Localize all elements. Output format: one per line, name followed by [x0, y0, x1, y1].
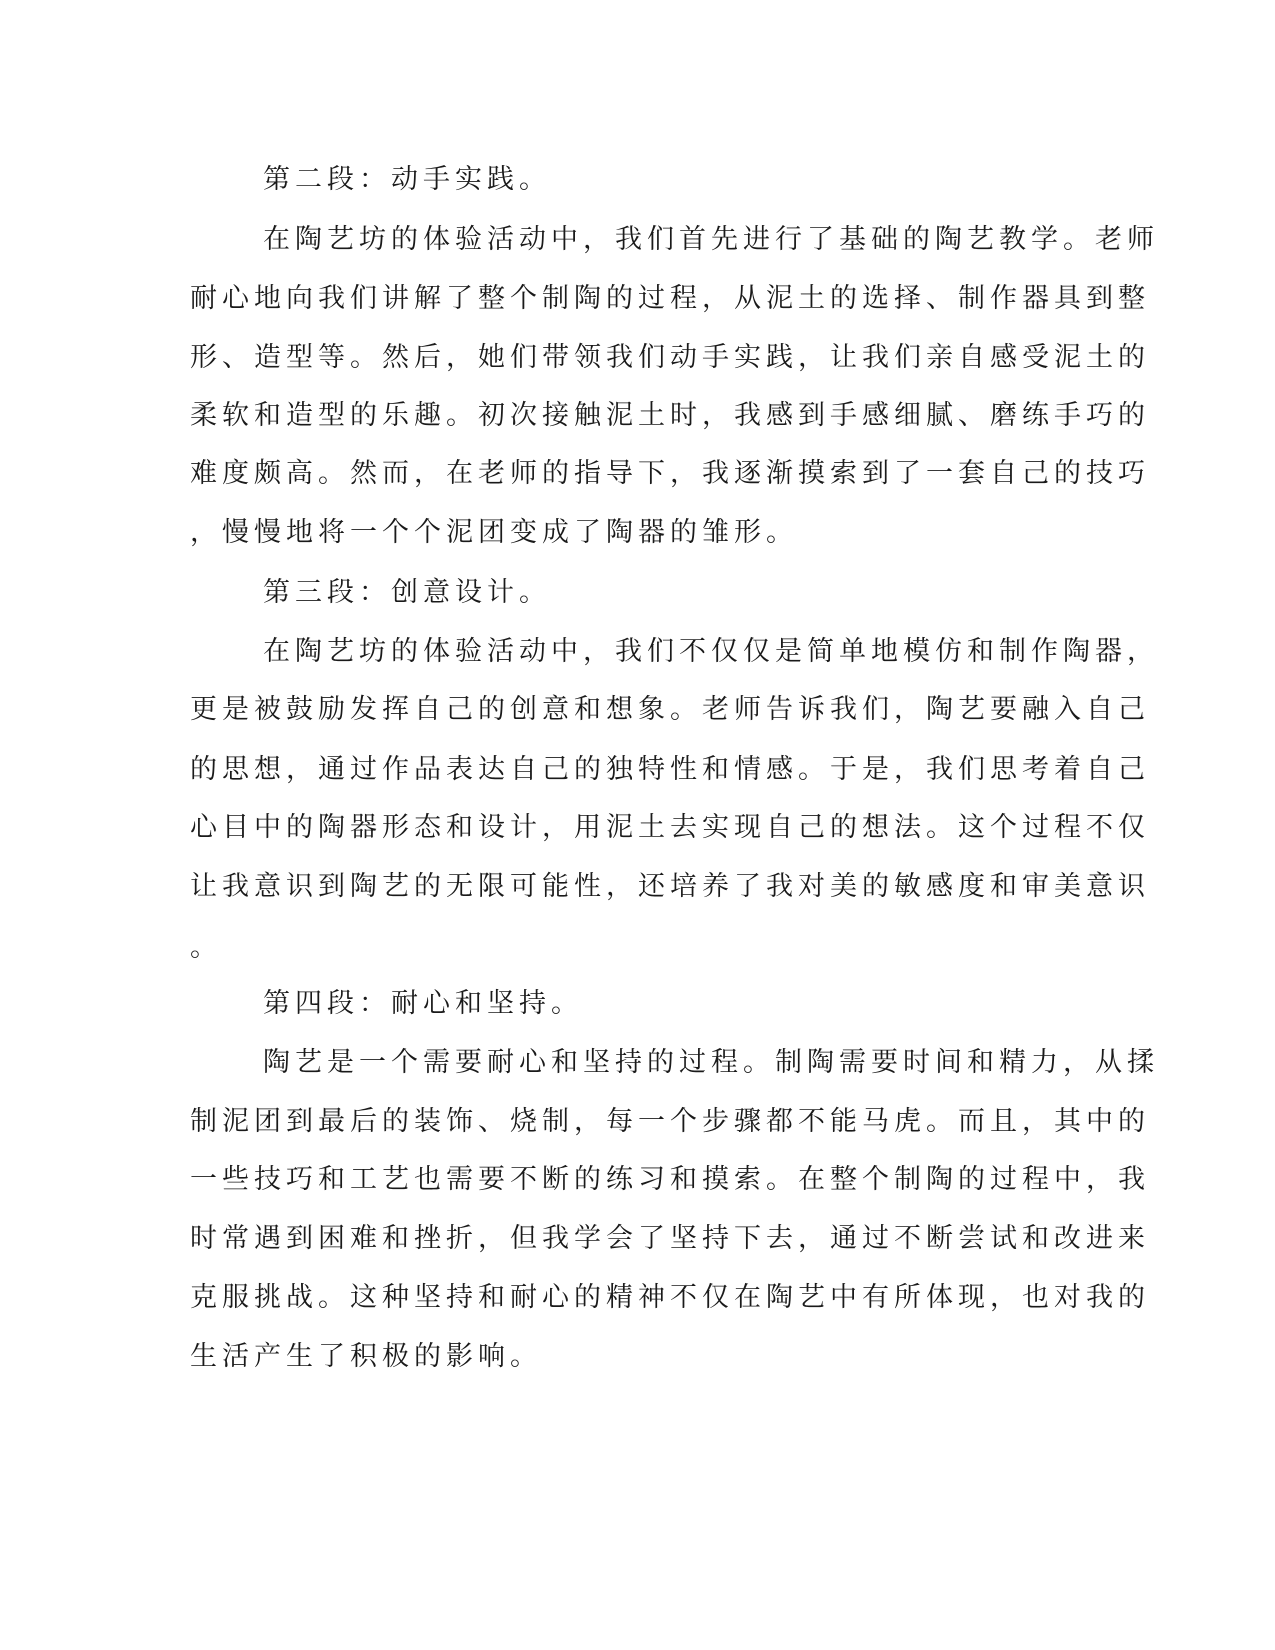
paragraph-line: 制泥团到最后的装饰、烧制，每一个步骤都不能马虎。而且，其中的 — [190, 1106, 1150, 1137]
paragraph-line: 的思想，通过作品表达自己的独特性和情感。于是，我们思考着自己 — [190, 754, 1150, 785]
paragraph-line: 时常遇到困难和挫折，但我学会了坚持下去，通过不断尝试和改进来 — [190, 1223, 1150, 1254]
paragraph-line: 让我意识到陶艺的无限可能性，还培养了我对美的敏感度和审美意识 — [190, 871, 1150, 902]
paragraph-line: 心目中的陶器形态和设计，用泥土去实现自己的想法。这个过程不仅 — [190, 812, 1150, 843]
paragraph-line: 难度颇高。然而，在老师的指导下，我逐渐摸索到了一套自己的技巧 — [190, 458, 1150, 489]
paragraph-line: 在陶艺坊的体验活动中，我们首先进行了基础的陶艺教学。老师 — [263, 224, 1159, 255]
paragraph-line: 耐心地向我们讲解了整个制陶的过程，从泥土的选择、制作器具到整 — [190, 283, 1150, 314]
paragraph-line: 柔软和造型的乐趣。初次接触泥土时，我感到手感细腻、磨练手巧的 — [190, 400, 1150, 431]
section-heading-3: 第三段：创意设计。 — [263, 577, 551, 608]
paragraph-line: 在陶艺坊的体验活动中，我们不仅仅是简单地模仿和制作陶器， — [263, 636, 1159, 667]
paragraph-line: 陶艺是一个需要耐心和坚持的过程。制陶需要时间和精力，从揉 — [263, 1047, 1159, 1078]
paragraph-line: ，慢慢地将一个个泥团变成了陶器的雏形。 — [190, 517, 798, 548]
paragraph-line: 一些技巧和工艺也需要不断的练习和摸索。在整个制陶的过程中，我 — [190, 1164, 1150, 1195]
paragraph-line: 更是被鼓励发挥自己的创意和想象。老师告诉我们，陶艺要融入自己 — [190, 694, 1150, 725]
section-heading-4: 第四段：耐心和坚持。 — [263, 988, 583, 1019]
paragraph-line: 。 — [190, 932, 222, 963]
paragraph-line: 形、造型等。然后，她们带领我们动手实践，让我们亲自感受泥土的 — [190, 342, 1150, 373]
paragraph-line: 克服挑战。这种坚持和耐心的精神不仅在陶艺中有所体现，也对我的 — [190, 1282, 1150, 1313]
paragraph-line: 生活产生了积极的影响。 — [190, 1341, 542, 1372]
section-heading-2: 第二段：动手实践。 — [263, 164, 551, 195]
